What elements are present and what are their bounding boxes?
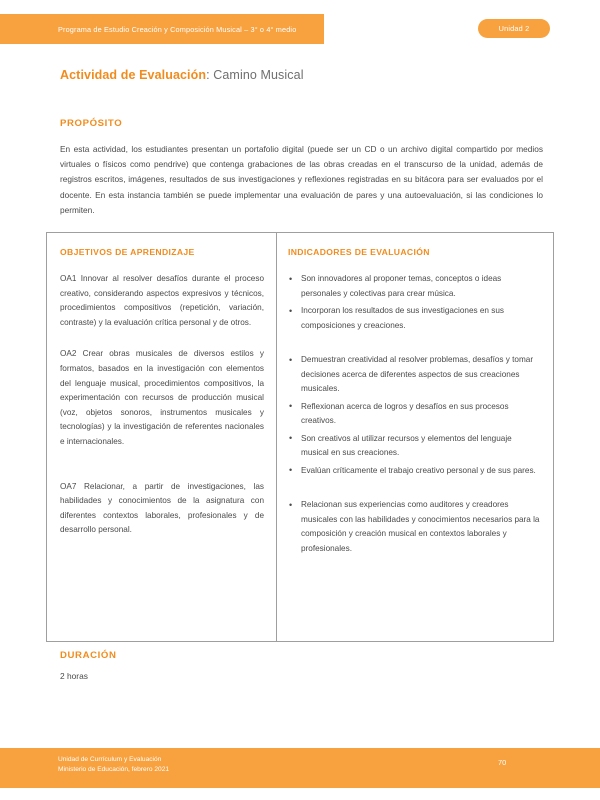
page-title-subject: Camino Musical xyxy=(213,68,304,82)
footer-line-2: Ministerio de Educación, febrero 2021 xyxy=(58,765,170,773)
indicadores-group xyxy=(288,353,540,478)
proposito-text: En esta actividad, los estudiantes presentan un portafolio digital (puede ser un CD o un archivo digital compartido por medios virtuales o físicos como pendrive) que contenga grabaciones de las obras creadas en el transcurso de la unidad, además de registros escritos, imágenes, resultados de sus investigaciones y reflexiones registradas en su bitácora para ser evaluados por el docente. En esta instancia también se puede implementar una evaluación de pares y una autoevaluación, si las condiciones lo permiten. xyxy=(60,144,543,215)
duracion-label: DURACIÓN xyxy=(60,650,117,661)
objetivos-column xyxy=(60,272,264,538)
footer-line-1: Unidad de Currículum y Evaluación xyxy=(58,756,162,763)
column-header-objetivos: OBJETIVOS DE APRENDIZAJE xyxy=(60,247,195,257)
indicadores-list xyxy=(288,498,540,556)
program-title: Programa de Estudio Creación y Composición Musical – 3° o 4° medio xyxy=(58,24,297,34)
page-title-prefix: Actividad de Evaluación xyxy=(60,68,207,82)
list-item: • Son innovadores al proponer temas, conceptos o ideas personales y colectivas para crear música. xyxy=(288,272,540,301)
header-right-area xyxy=(324,14,600,44)
indicadores-group xyxy=(288,498,540,556)
footer-text xyxy=(58,755,169,774)
page-number: 70 xyxy=(498,758,507,767)
duracion-value: 2 horas xyxy=(60,671,88,681)
list-item: • Incorporan los resultados de sus investigaciones en sus composiciones y creaciones. xyxy=(288,304,540,333)
proposito-label: PROPÓSITO xyxy=(60,118,123,129)
indicadores-list xyxy=(288,272,540,333)
list-item: • Evalúan críticamente el trabajo creativo personal y de sus pares. xyxy=(288,464,540,479)
objetivo-item: OA7 Relacionar, a partir de investigaciones, las habilidades y conocimientos de la asignatura con diferentes contextos laborales, profesionales y de desarrollo personal. xyxy=(60,481,264,535)
page-title-separator: : xyxy=(206,68,214,82)
header-left-band xyxy=(0,14,324,44)
indicadores-list xyxy=(288,353,540,478)
objetivo-item: OA2 Crear obras musicales de diversos estilos y formatos, basados en la investigación con elementos del lenguaje musical, procedimientos compositivos, la experimentación con recursos de producción musical (voz, objetos sonoros, instrumentos musicales y tecnologías) y la investigación de referentes nacionales e internacionales. xyxy=(60,349,264,446)
unit-badge: Unidad 2 xyxy=(478,19,550,38)
objetivo-item: OA1 Innovar al resolver desafíos durante el proceso creativo, considerando aspectos expresivos y técnicos, procedimientos compositivos (repetición, variación, contraste) y la evaluación crítica personal y de otros. xyxy=(60,274,264,327)
table-column-divider xyxy=(276,232,277,642)
indicadores-group xyxy=(288,272,540,333)
indicadores-column xyxy=(288,272,540,559)
list-item: • Relacionan sus experiencias como auditores y creadores musicales con las habilidades y conocimientos necesarios para la composición y creación musical en contextos laborales y profesionales. xyxy=(288,498,540,556)
list-item: • Demuestran creatividad al resolver problemas, desafíos y tomar decisiones acerca de diferentes aspectos de sus creaciones musicales. xyxy=(288,353,540,397)
page-title xyxy=(60,68,304,82)
list-item: • Reflexionan acerca de logros y desafíos en sus procesos creativos. xyxy=(288,400,540,429)
list-item: • Son creativos al utilizar recursos y elementos del lenguaje musical en sus creaciones. xyxy=(288,432,540,461)
column-header-indicadores: INDICADORES DE EVALUACIÓN xyxy=(288,247,430,257)
